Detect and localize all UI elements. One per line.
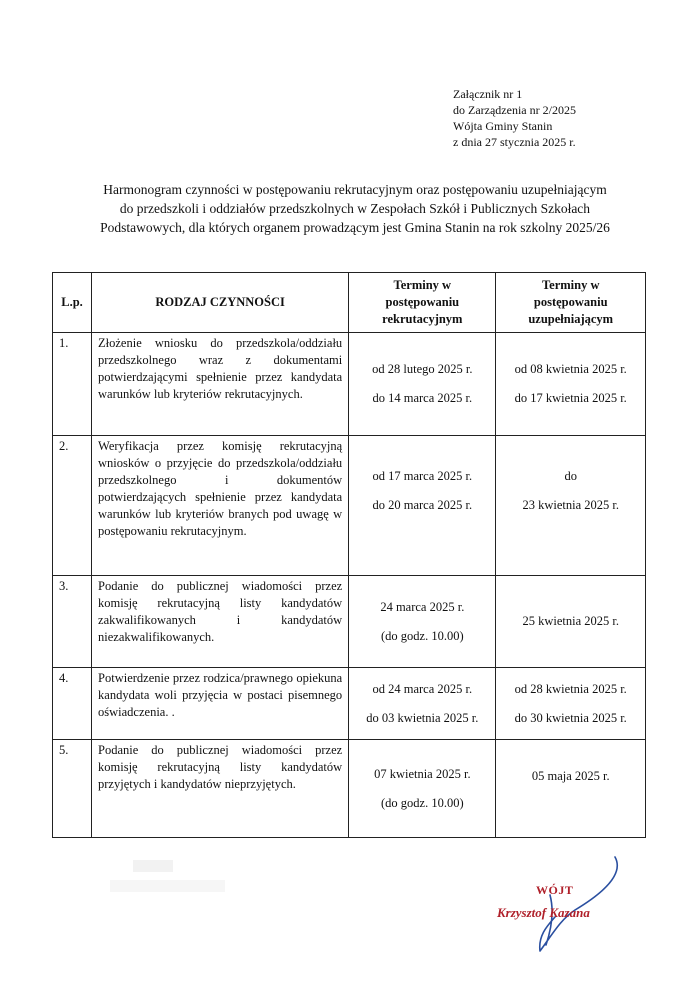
header-sup-line-3: uzupełniającym xyxy=(528,312,614,326)
table-row xyxy=(53,576,646,668)
term-end: 23 kwietnia 2025 r. xyxy=(522,498,619,512)
row-number: 3. xyxy=(53,576,92,668)
header-rec-line-3: rekrutacyjnym xyxy=(382,312,463,326)
row-description: Potwierdzenie przez rodzica/prawnego opiekuna kandydata woli przyjęcia w postaci pisemnego oświadczenia. . xyxy=(92,668,349,740)
row-supplementary-term xyxy=(496,576,646,668)
header-sup-line-2: postępowaniu xyxy=(533,295,608,309)
table-row xyxy=(53,668,646,740)
table-header-row xyxy=(53,273,646,333)
row-number: 5. xyxy=(53,740,92,838)
term-start: od 08 kwietnia 2025 r. xyxy=(514,362,627,376)
term-start: od 28 kwietnia 2025 r. xyxy=(514,681,627,696)
row-supplementary-term xyxy=(496,668,646,740)
term-date: 07 kwietnia 2025 r. xyxy=(374,766,471,781)
header-activity: RODZAJ CZYNNOŚCI xyxy=(92,273,349,333)
row-supplementary-term xyxy=(496,436,646,576)
term-end: do 03 kwietnia 2025 r. xyxy=(366,710,479,725)
row-number: 1. xyxy=(53,333,92,436)
table-row xyxy=(53,740,646,838)
table-row xyxy=(53,436,646,576)
annex-header xyxy=(453,86,576,150)
term-note: (do godz. 10.00) xyxy=(381,628,464,643)
document-title xyxy=(60,180,650,237)
row-recruitment-term xyxy=(349,740,496,838)
row-supplementary-term xyxy=(496,740,646,838)
header-supplementary-terms xyxy=(496,273,646,333)
row-recruitment-term xyxy=(349,576,496,668)
schedule-table xyxy=(52,272,646,838)
term-end: do 20 marca 2025 r. xyxy=(372,498,473,512)
term-note: (do godz. 10.00) xyxy=(381,795,464,810)
row-description: Złożenie wniosku do przedszkola/oddziału przedszkolnego wraz z dokumentami potwierdzającymi spełnienie przez kandydata warunków lub kryteriów rekrutacyjnych. xyxy=(92,333,349,436)
row-number: 4. xyxy=(53,668,92,740)
row-recruitment-term xyxy=(349,668,496,740)
table-row xyxy=(53,333,646,436)
title-line-2: do przedszkoli i oddziałów przedszkolnych w Zespołach Szkół i Publicznych Szkołach xyxy=(119,201,591,216)
row-supplementary-term xyxy=(496,333,646,436)
header-rec-line-1: Terminy w xyxy=(393,278,452,292)
faded-stamp-icon xyxy=(108,858,228,898)
annex-line-3: Wójta Gminy Stanin xyxy=(453,119,553,133)
row-description: Weryfikacja przez komisję rekrutacyjną wniosków o przyjęcie do przedszkola/oddziału przedszkolnego i dokumentów potwierdzających spełnienie przez kandydata warunków lub kryteriów branych pod uwagę w postępowaniu rekrutacyjnym. xyxy=(92,436,349,576)
term-start: od 28 lutego 2025 r. xyxy=(372,362,473,376)
header-recruitment-terms xyxy=(349,273,496,333)
signature-title: WÓJT xyxy=(536,883,574,897)
row-recruitment-term xyxy=(349,333,496,436)
row-number: 2. xyxy=(53,436,92,576)
term-start: od 17 marca 2025 r. xyxy=(372,469,473,483)
title-line-3: Podstawowych, dla których organem prowadzącym jest Gmina Stanin na rok szkolny 2025/26 xyxy=(100,220,610,235)
term-date: 25 kwietnia 2025 r. xyxy=(522,614,619,628)
row-description: Podanie do publicznej wiadomości przez komisję rekrutacyjną listy kandydatów przyjętych i kandydatów nieprzyjętych. xyxy=(92,740,349,838)
row-description: Podanie do publicznej wiadomości przez komisję rekrutacyjną listy kandydatów zakwalifikowanych i kandydatów niezakwalifikowanych. xyxy=(92,576,349,668)
term-end: do 17 kwietnia 2025 r. xyxy=(514,391,627,405)
title-line-1: Harmonogram czynności w postępowaniu rekrutacyjnym oraz postępowaniu uzupełniającym xyxy=(103,182,607,197)
term-date: 24 marca 2025 r. xyxy=(380,599,465,614)
annex-line-4: z dnia 27 stycznia 2025 r. xyxy=(453,135,576,149)
term-date: 05 maja 2025 r. xyxy=(531,769,610,783)
header-lp: L.p. xyxy=(53,273,92,333)
signature-name: Krzysztof Kazana xyxy=(497,905,590,920)
header-rec-line-2: postępowaniu xyxy=(385,295,460,309)
annex-line-2: do Zarządzenia nr 2/2025 xyxy=(453,103,576,117)
term-start: od 24 marca 2025 r. xyxy=(372,681,473,696)
term-end: do 30 kwietnia 2025 r. xyxy=(514,710,627,725)
annex-line-1: Załącznik nr 1 xyxy=(453,87,523,101)
term-end: do 14 marca 2025 r. xyxy=(372,391,473,405)
term-start: do xyxy=(564,469,577,483)
row-recruitment-term xyxy=(349,436,496,576)
header-sup-line-1: Terminy w xyxy=(541,278,600,292)
